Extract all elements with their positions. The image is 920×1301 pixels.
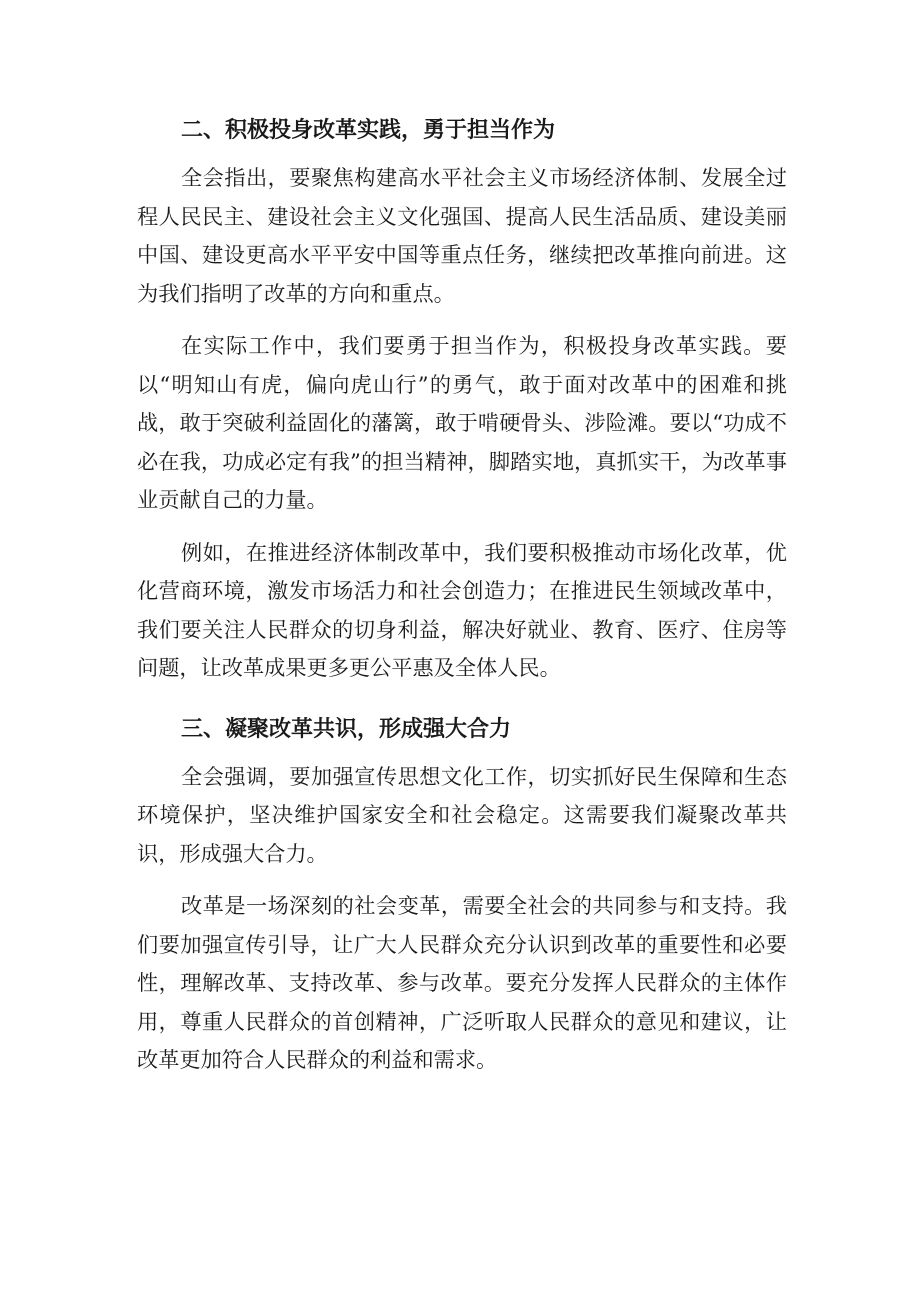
- section-2: [137, 103, 787, 688]
- section-3: [137, 702, 787, 1080]
- paragraph: 例如，在推进经济体制改革中，我们要积极推动市场化改革，优化营商环境，激发市场活力和社会创造力；在推进民生领域改革中，我们要关注人民群众的切身利益，解决好就业、教育、医疗、住房等问题，让改革成果更多更公平惠及全体人民。: [137, 539, 787, 680]
- document-body: [137, 103, 787, 1094]
- paragraph: 全会指出，要聚焦构建高水平社会主义市场经济体制、发展全过程人民民主、建设社会主义文化强国、提高人民生活品质、建设美丽中国、建设更高水平平安中国等重点任务，继续把改革推向前进。这为我们指明了改革的方向和重点。: [137, 165, 787, 306]
- paragraph: 在实际工作中，我们要勇于担当作为，积极投身改革实践。要以“明知山有虎，偏向虎山行”的勇气，敢于面对改革中的困难和挑战，敢于突破利益固化的藩篱，敢于啃硬骨头、涉险滩。要以“功成不必在我，功成必定有我”的担当精神，脚踏实地，真抓实干，为改革事业贡献自己的力量。: [137, 333, 787, 512]
- paragraph: 全会强调，要加强宣传思想文化工作，切实抓好民生保障和生态环境保护，坚决维护国家安全和社会稳定。这需要我们凝聚改革共识，形成强大合力。: [137, 763, 787, 866]
- section-heading: 二、积极投身改革实践，勇于担当作为: [181, 118, 556, 143]
- section-heading: 三、凝聚改革共识，形成强大合力: [181, 716, 512, 742]
- paragraph: 改革是一场深刻的社会变革，需要全社会的共同参与和支持。我们要加强宣传引导，让广大人民群众充分认识到改革的重要性和必要性，理解改革、支持改革、参与改革。要充分发挥人民群众的主体作用，尊重人民群众的首创精神，广泛听取人民群众的意见和建议，让改革更加符合人民群众的利益和需求。: [137, 893, 787, 1072]
